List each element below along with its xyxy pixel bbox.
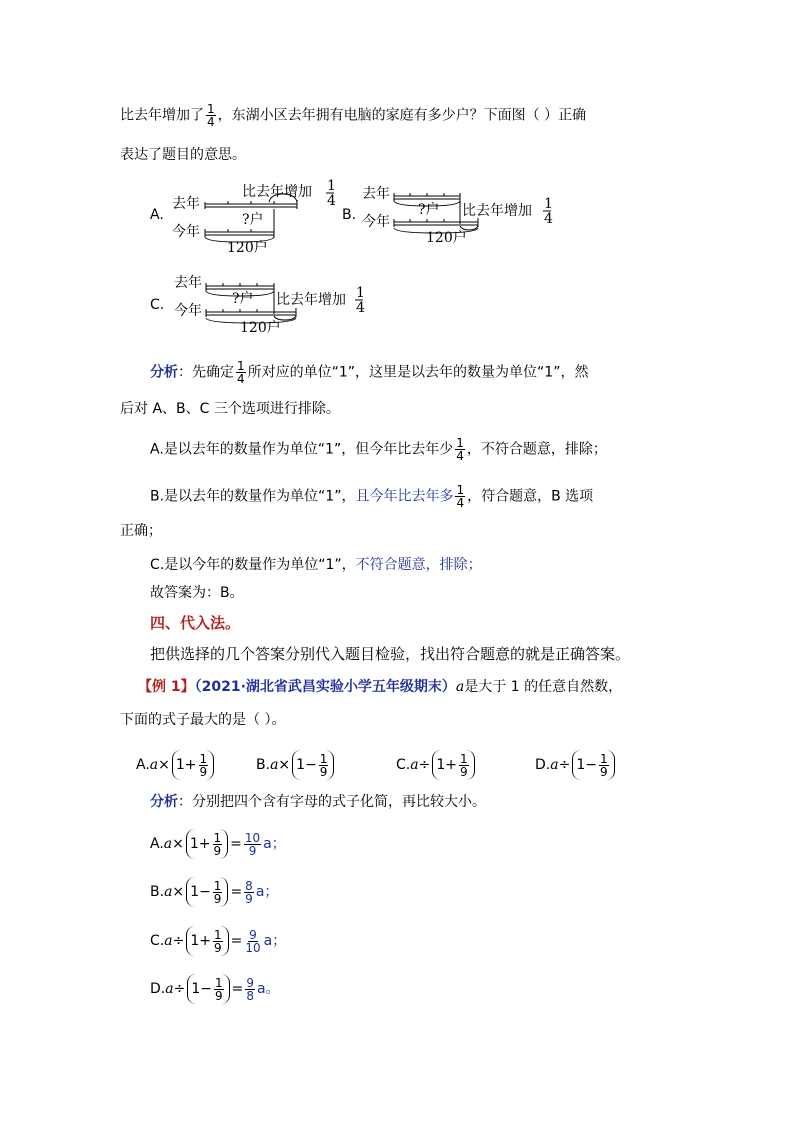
analysis1-text-a: 先确定 (192, 364, 234, 381)
analysis1-b-line-2: 正确； (120, 523, 162, 539)
fraction (455, 437, 465, 462)
result-tail: a； (255, 884, 279, 900)
parenthesis (186, 829, 228, 859)
denominator: 4 (456, 496, 465, 510)
analysis1-a-tail: ，不符合题意，排除； (466, 441, 607, 458)
denominator: 9 (248, 843, 257, 858)
equals: = (231, 981, 244, 997)
fraction (245, 977, 255, 1002)
option-b-q: ?户 (418, 202, 440, 218)
analysis1-text-b: 所对应的单位“1”，这里是以去年的数量为单位“1”，然 (247, 364, 589, 381)
analysis1-line-2: 后对 A、B、C 三个选项进行排除。 (120, 401, 340, 417)
var-a: a (163, 836, 173, 852)
result-tail: a。 (256, 981, 280, 997)
option-a-diagram (172, 178, 342, 253)
numerator: 1 (207, 102, 215, 116)
fraction (599, 753, 609, 778)
option-a-increase: 比去年增加 (242, 184, 312, 200)
denominator: 9 (214, 988, 223, 1003)
analysis1-c (150, 556, 482, 574)
fraction (206, 103, 216, 128)
numerator: 9 (249, 927, 257, 942)
result-letter: D. (150, 981, 166, 997)
numerator: 9 (246, 975, 254, 990)
paren-content: 1+ (189, 836, 211, 852)
fraction (213, 880, 223, 905)
section4-desc: 把供选择的几个答案分别代入题目检验，找出符合题意的就是正确答案。 (150, 646, 631, 663)
analysis1-a (150, 437, 607, 462)
denominator: 4 (207, 115, 215, 129)
equals: = (230, 933, 243, 949)
result-a (150, 829, 286, 859)
problem-line-1 (120, 103, 586, 128)
fraction (455, 484, 465, 509)
analysis2-text: ：分别把四个含有字母的式子化简，再比较大小。 (178, 794, 486, 810)
var-a: a (455, 679, 465, 695)
expression (550, 751, 616, 779)
choice-letter: B. (256, 757, 271, 773)
paren-content: 1+ (190, 933, 211, 949)
parenthesis (432, 750, 474, 780)
paren-content: 1− (296, 757, 317, 773)
numerator: 1 (456, 436, 464, 450)
expression (410, 751, 476, 779)
var-a: a (149, 757, 159, 773)
var-a: a (270, 757, 279, 773)
numerator: 1 (599, 751, 608, 766)
fraction (199, 753, 209, 778)
numerator: 1 (214, 975, 223, 990)
example1-source: （2021·湖北省武昌实验小学五年级期末） (194, 679, 456, 695)
result-d (150, 974, 280, 1004)
denominator: 9 (245, 891, 253, 906)
option-a-ticks-2 (205, 209, 274, 238)
numerator: 1 (213, 878, 222, 893)
option-c-q: ?户 (232, 291, 254, 307)
fraction (244, 880, 254, 905)
problem-text-a: 比去年增加了 (120, 107, 204, 124)
example1-tag: 【例 1】 (138, 679, 195, 695)
numerator: 1 (319, 751, 328, 766)
analysis1-label: 分析 (150, 364, 178, 381)
numerator: 8 (245, 878, 253, 893)
option-a-q: ?户 (242, 212, 264, 228)
operator: ÷ (173, 981, 186, 997)
fraction (213, 832, 223, 857)
option-b-frac-n: 1 (544, 196, 553, 212)
choice-c (396, 750, 477, 780)
operator: × (158, 757, 170, 773)
option-c-total: 120户 (240, 320, 281, 334)
option-c-frac-d: 4 (356, 300, 365, 316)
parenthesis (187, 974, 229, 1004)
option-a-this-year: 今年 (172, 224, 200, 240)
operator: × (172, 884, 185, 900)
fraction (236, 360, 246, 385)
option-c-increase: 比去年增加 (276, 292, 346, 308)
denominator: 9 (599, 764, 608, 779)
example1-text: 是大于 1 的任意自然数， (464, 679, 623, 695)
fraction (214, 977, 224, 1002)
equals: = (230, 884, 243, 900)
parenthesis (572, 750, 614, 780)
option-c-diagram (172, 270, 372, 334)
operator: × (172, 836, 184, 852)
fraction (213, 929, 223, 954)
option-a-frac-n: 1 (327, 178, 336, 194)
choice-letter: A. (136, 757, 150, 773)
result-value (243, 975, 280, 1003)
result-tail: a； (263, 836, 286, 852)
option-c-letter: C. (150, 297, 165, 313)
option-a-last-year: 去年 (172, 196, 200, 212)
paren-content: 1+ (436, 757, 457, 773)
result-value (242, 927, 287, 955)
analysis1-c-text: C.是以今年的数量作为单位“1”， (150, 557, 356, 573)
denominator: 9 (213, 940, 222, 955)
option-c-frac-n: 1 (356, 285, 365, 301)
fraction (319, 753, 329, 778)
choice-letter: C. (396, 757, 411, 773)
denominator: 9 (319, 764, 328, 779)
expression (165, 975, 231, 1003)
fraction (244, 929, 261, 954)
var-a: a (165, 981, 174, 997)
numerator: 1 (456, 483, 465, 497)
analysis1-colon: ： (178, 364, 192, 381)
analysis1-b-blue: 且今年比去年多 (355, 488, 454, 505)
choice-d (535, 750, 617, 780)
option-a-frac-d: 4 (327, 193, 336, 209)
section4-title: 四、代入法。 (150, 614, 241, 632)
option-b-frac-d: 4 (544, 211, 553, 227)
option-c-this-year: 今年 (174, 303, 202, 319)
analysis1-c-blue: 不符合题意，排除； (355, 557, 482, 573)
denominator: 4 (456, 449, 464, 463)
problem-text-b: ，东湖小区去年拥有电脑的家庭有多少户？下面图（ ）正确 (217, 107, 587, 124)
analysis1-line-1 (150, 360, 588, 385)
analysis1-b (150, 484, 593, 509)
var-a: a (164, 933, 173, 949)
parenthesis (186, 926, 228, 956)
var-a: a (164, 884, 173, 900)
option-b-letter: B. (342, 207, 357, 223)
result-b (150, 877, 278, 907)
operator: × (278, 757, 291, 773)
fraction (244, 832, 261, 857)
operator: ÷ (418, 757, 431, 773)
choice-b (256, 750, 336, 780)
example1-line-1 (138, 678, 622, 696)
paren-content: 1− (190, 884, 211, 900)
choice-letter: D. (535, 757, 551, 773)
paren-content: 1− (576, 757, 597, 773)
paren-content: 1− (191, 981, 212, 997)
parenthesis (172, 750, 214, 780)
result-tail: a； (263, 933, 287, 949)
expression (164, 927, 230, 955)
result-value (242, 878, 279, 906)
analysis1-a-text: A.是以去年的数量作为单位“1”，但今年比去年少 (150, 441, 454, 458)
numerator: 10 (244, 830, 261, 845)
operator: ÷ (558, 757, 571, 773)
denominator: 9 (459, 764, 468, 779)
denominator: 10 (245, 940, 261, 955)
fraction (459, 753, 469, 778)
result-letter: A. (150, 836, 164, 852)
operator: ÷ (172, 933, 185, 949)
analysis1-b-text: B.是以去年的数量作为单位“1”， (150, 488, 356, 505)
numerator: 1 (213, 927, 222, 942)
option-a-total: 120户 (227, 240, 268, 253)
option-b-diagram (360, 182, 560, 244)
analysis1-b-tail: ，符合题意，B 选项 (467, 488, 594, 505)
result-c (150, 926, 286, 956)
option-b-total: 120户 (426, 230, 467, 244)
option-b-this-year: 今年 (362, 214, 390, 230)
numerator: 1 (199, 751, 208, 766)
result-letter: B. (150, 884, 165, 900)
numerator: 1 (213, 830, 222, 845)
paren-content: 1+ (175, 757, 197, 773)
option-b-increase: 比去年增加 (462, 203, 532, 219)
option-b-last-year: 去年 (362, 186, 390, 202)
option-c-last-year: 去年 (174, 275, 202, 291)
denominator: 8 (246, 988, 254, 1003)
numerator: 1 (237, 359, 245, 373)
denominator: 9 (213, 843, 222, 858)
denominator: 9 (199, 764, 208, 779)
analysis1-answer: 故答案为：B。 (150, 585, 244, 601)
result-value (242, 830, 286, 858)
parenthesis (186, 877, 228, 907)
expression (164, 878, 230, 906)
result-letter: C. (150, 933, 165, 949)
analysis2-line (150, 793, 486, 811)
expression (270, 751, 336, 779)
option-a-letter: A. (150, 207, 164, 223)
denominator: 4 (237, 372, 245, 386)
expression (163, 830, 230, 858)
expression (149, 751, 216, 779)
choice-a (136, 750, 216, 780)
var-a: a (410, 757, 419, 773)
parenthesis (292, 750, 334, 780)
denominator: 9 (213, 891, 222, 906)
var-a: a (550, 757, 559, 773)
example1-line-2: 下面的式子最大的是（ ）。 (120, 712, 286, 728)
numerator: 1 (459, 751, 468, 766)
problem-line-2: 表达了题目的意思。 (120, 147, 246, 163)
equals: = (230, 836, 242, 852)
analysis2-label: 分析 (150, 794, 178, 810)
